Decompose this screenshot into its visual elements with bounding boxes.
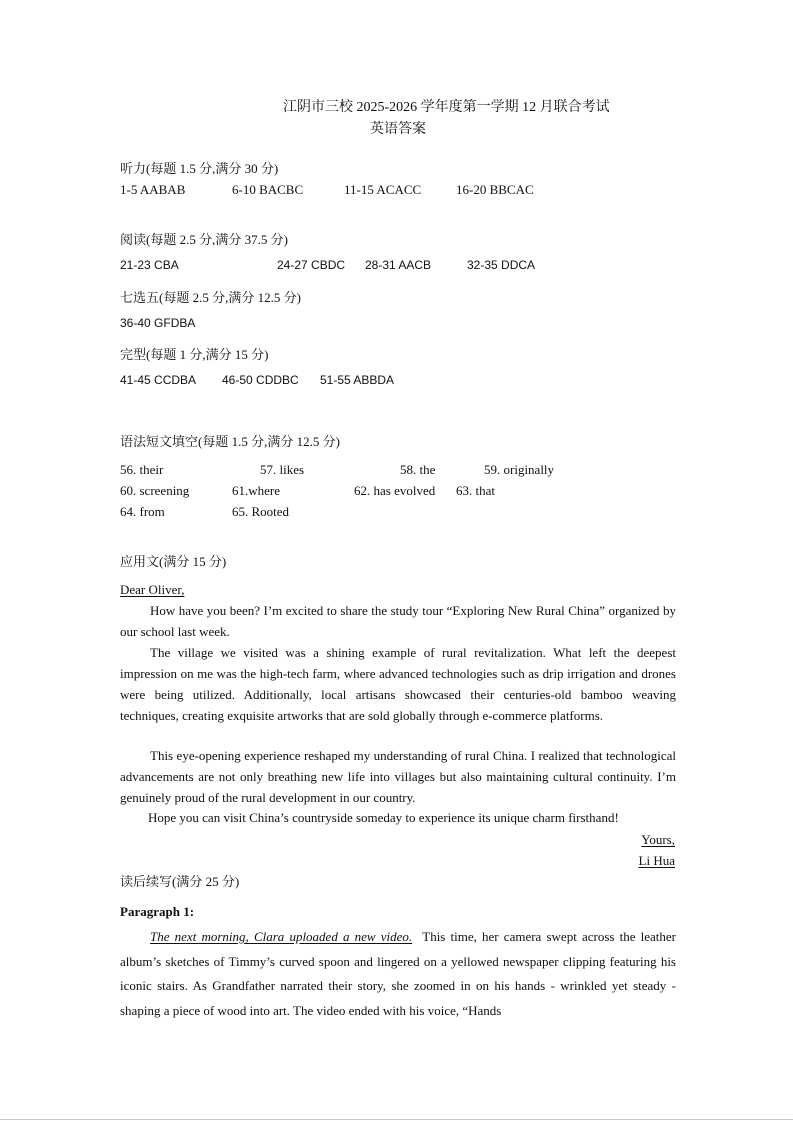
- continuation-body: This time, her camera swept across the leather album’s sketches of Timmy’s curved spoon and lingered on a yellowed newspaper clipping featuring his iconic stairs. As Grandfather narrated their story, she zoomed in on his hands - wrinkled yet steady - shaping a piece of wood into art. The video ended with his voice, “Hands: [120, 929, 677, 1018]
- grammar-header: 语法短文填空(每题 1.5 分,满分 12.5 分): [120, 434, 340, 449]
- document-title: 江阴市三校 2025-2026 学年度第一学期 12 月联合考试: [283, 100, 610, 115]
- grammar-answer: 61.where: [232, 483, 281, 498]
- document-subtitle: 英语答案: [370, 122, 426, 137]
- reading-answer-group: 24-27 CBDC: [277, 258, 346, 272]
- reading-answer-group: 28-31 AACB: [365, 258, 432, 272]
- reading-header: 阅读(每题 2.5 分,满分 37.5 分): [120, 232, 288, 247]
- seven-choose-five-answer-group: 36-40 GFDBA: [120, 316, 196, 330]
- listening-answer-group: 11-15 ACACC: [344, 182, 422, 197]
- listening-answer-group: 1-5 AABAB: [120, 182, 186, 197]
- letter-paragraph: How have you been? I’m excited to share the study tour “Exploring New Rural China” organized by our school last week.: [120, 603, 676, 639]
- letter-paragraph: The village we visited was a shining example of rural revitalization. What left the deepest impression on me was the high-tech farm, where advanced technologies such as drip irrigation and drones were being utilized. Additionally, local artisans showcased their centuries-old bamboo weaving techniques, creating exquisite artworks that are sold globally through e-commerce platforms.: [120, 645, 676, 723]
- letter-paragraph: This eye-opening experience reshaped my understanding of rural China. I realized that technological advancements are not only breathing new life into villages but also maintaining cultural continuity. I’m genuinely proud of the rural development in our country.: [120, 748, 676, 805]
- grammar-answer: 63. that: [456, 483, 495, 498]
- seven-choose-five-header: 七选五(每题 2.5 分,满分 12.5 分): [120, 290, 301, 305]
- reading-answer-group: 32-35 DDCA: [467, 258, 536, 272]
- grammar-answer: 64. from: [120, 504, 165, 519]
- letter-paragraph: Hope you can visit China’s countryside someday to experience its unique charm firsthand!: [148, 810, 619, 825]
- listening-answer-group: 16-20 BBCAC: [456, 182, 534, 197]
- grammar-answer: 57. likes: [260, 462, 305, 477]
- paragraph-label: Paragraph 1:: [120, 904, 195, 919]
- cloze-answer-group: 51-55 ABBDA: [320, 373, 395, 387]
- page-bottom-divider: [0, 1119, 793, 1120]
- cloze-answer-group: 46-50 CDDBC: [222, 373, 299, 387]
- grammar-answer: 62. has evolved: [354, 483, 436, 498]
- listening-header: 听力(每题 1.5 分,满分 30 分): [120, 161, 279, 176]
- letter-greeting: Dear Oliver,: [120, 582, 185, 597]
- continuation-writing-header: 读后续写(满分 25 分): [120, 874, 240, 889]
- cloze-header: 完型(每题 1 分,满分 15 分): [120, 347, 269, 362]
- letter-closing: Yours,: [641, 832, 675, 847]
- grammar-answer: 65. Rooted: [232, 504, 290, 519]
- cloze-answer-group: 41-45 CCDBA: [120, 373, 197, 387]
- letter-signature: Li Hua: [638, 853, 675, 868]
- opening-sentence: The next morning, Clara uploaded a new video.: [150, 929, 413, 944]
- listening-answer-group: 6-10 BACBC: [232, 182, 304, 197]
- reading-answer-group: 21-23 CBA: [120, 258, 179, 272]
- continuation-paragraph: [120, 925, 676, 1023]
- grammar-answer: 58. the: [400, 462, 436, 477]
- grammar-answer: 59. originally: [484, 462, 555, 477]
- grammar-answer: 56. their: [120, 462, 164, 477]
- grammar-answer: 60. screening: [120, 483, 190, 498]
- practical-writing-header: 应用文(满分 15 分): [120, 554, 227, 569]
